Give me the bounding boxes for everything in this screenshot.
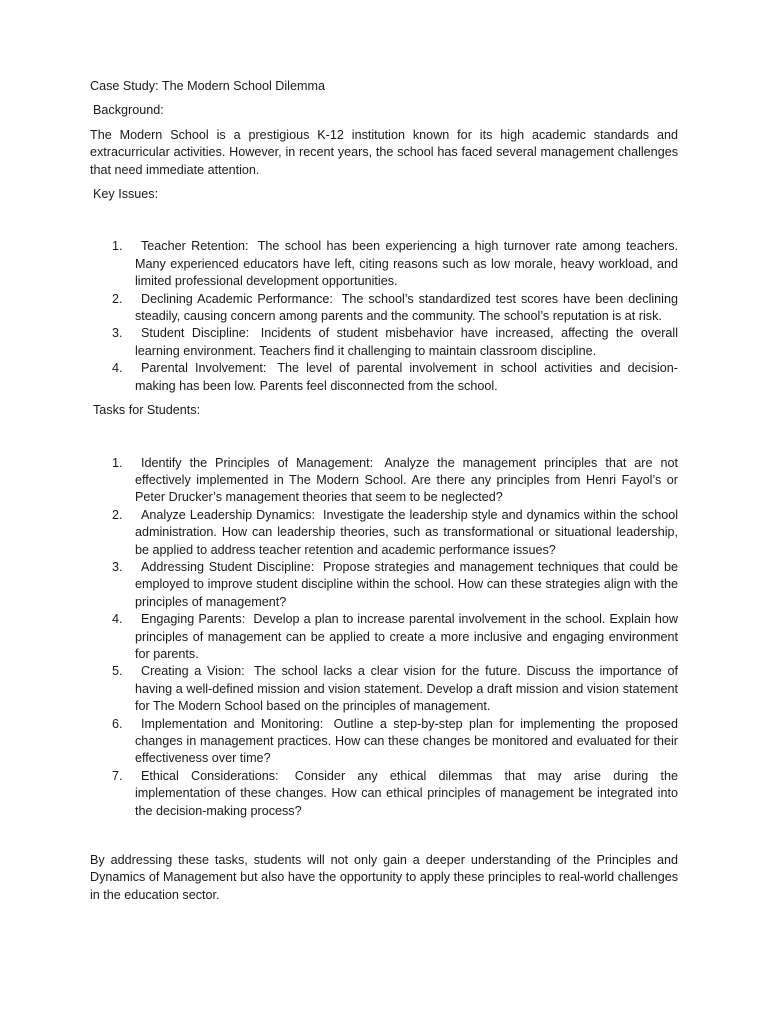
background-paragraph: The Modern School is a prestigious K-12 institution known for its high academic standards and extracurricular activities. However, in recent years, the school has faced several management challenges that need immediate attention.: [90, 127, 678, 177]
task-item: [90, 768, 678, 820]
item-heading: Declining Academic Performance:: [141, 291, 333, 306]
item-number: 5.: [112, 664, 123, 679]
item-heading: Creating a Vision:: [141, 664, 245, 679]
item-number: 4.: [112, 361, 123, 376]
item-heading: Parental Involvement:: [141, 361, 267, 376]
item-text: The school lacks a clear vision for the future. Discuss the importance of having a well-defined mission and vision statement. Develop a draft mission and vision statement for The Modern School based on the principles of management.: [135, 664, 678, 714]
key-issue-item: [90, 291, 678, 326]
task-item: [90, 559, 678, 611]
tasks-label: Tasks for Students:: [93, 403, 201, 418]
item-number: 7.: [112, 768, 123, 783]
item-text: Consider any ethical dilemmas that may arise during the implementation of these changes. How can ethical principles of management be integrated into the decision-making process?: [135, 768, 678, 818]
item-text: Incidents of student misbehavior have increased, affecting the overall learning environment. Teachers find it challenging to maintain classroom discipline.: [135, 326, 678, 358]
item-number: 6.: [112, 716, 123, 731]
item-text: The school’s standardized test scores have been declining steadily, causing concern among parents and the community. The school’s reputation is at risk.: [135, 291, 678, 324]
item-heading: Addressing Student Discipline:: [141, 559, 315, 574]
key-issue-item: [90, 360, 678, 395]
key-issues-list: [90, 238, 678, 395]
task-item: [90, 716, 678, 768]
task-item: [90, 455, 678, 507]
item-number: 1.: [112, 455, 123, 470]
item-text: Propose strategies and management techniques that could be employed to improve student discipline within the school. How can these strategies align with the principles of management?: [135, 559, 678, 609]
task-item: [90, 507, 678, 559]
item-heading: Engaging Parents:: [141, 612, 246, 627]
background-label: Background:: [93, 103, 164, 118]
item-heading: Analyze Leadership Dynamics:: [141, 507, 315, 522]
tasks-list: [90, 455, 678, 821]
item-text: Analyze the management principles that are not effectively implemented in The Modern School. Are there any principles from Henri Fayol’s or Peter Drucker’s management theories that seem to be neglected?: [135, 455, 678, 505]
item-text: Investigate the leadership style and dynamics within the school administration. How can leadership theories, such as transformational or situational leadership, be applied to address teacher retention and academic performance issues?: [135, 507, 679, 557]
item-heading: Student Discipline:: [141, 326, 250, 341]
document-title: Case Study: The Modern School Dilemma: [90, 79, 325, 93]
item-heading: Implementation and Monitoring:: [141, 716, 324, 731]
item-number: 3.: [112, 559, 123, 574]
closing-paragraph: By addressing these tasks, students will not only gain a deeper understanding of the Principles and Dynamics of Management but also have the opportunity to apply these principles to real-world challenges in the education sector.: [90, 853, 678, 902]
item-heading: Teacher Retention:: [141, 239, 249, 254]
item-text: The school has been experiencing a high turnover rate among teachers. Many experienced educators have left, citing reasons such as low morale, heavy workload, and limited professional development opportunities.: [135, 239, 678, 289]
item-text: The level of parental involvement in school activities and decision-making has been low. Parents feel disconnected from the school.: [135, 361, 678, 393]
key-issue-item: [90, 238, 678, 290]
item-text: Outline a step-by-step plan for implementing the proposed changes in management practices. How can these changes be monitored and evaluated for their effectiveness over time?: [135, 716, 678, 766]
item-heading: Identify the Principles of Management:: [141, 455, 374, 470]
key-issues-label: Key Issues:: [93, 187, 159, 202]
item-number: 3.: [112, 326, 123, 341]
document-page: [90, 78, 678, 904]
item-text: Develop a plan to increase parental involvement in the school. Explain how principles of management can be applied to create a more inclusive and engaging environment for parents.: [135, 612, 678, 661]
task-item: [90, 611, 678, 663]
key-issue-item: [90, 325, 678, 360]
item-number: 2.: [112, 507, 123, 522]
item-number: 2.: [112, 291, 123, 306]
item-number: 1.: [112, 239, 123, 254]
task-item: [90, 663, 678, 715]
item-number: 4.: [112, 612, 123, 627]
item-heading: Ethical Considerations:: [141, 768, 279, 783]
